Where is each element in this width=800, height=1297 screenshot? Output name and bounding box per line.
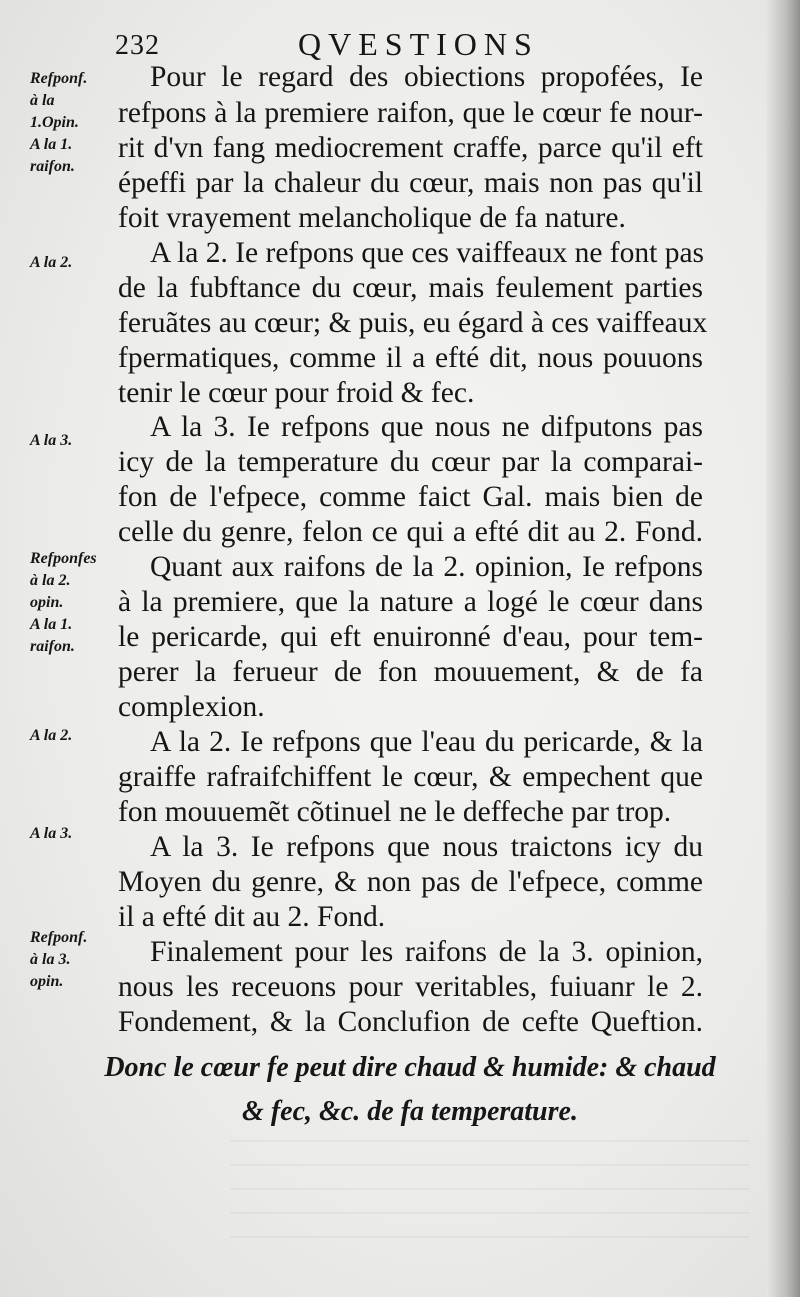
body-line: refpons à la premiere raifon, que le cœur fe nour- bbox=[118, 97, 703, 129]
body-line: perer la ferueur de fon mouuement, & de fa bbox=[118, 656, 703, 688]
body-line: A la 2. Ie refpons que l'eau du pericarde, & la bbox=[150, 726, 703, 758]
margin-note-responses-opinion-2 bbox=[30, 548, 120, 658]
margin-note-line: A la 1. bbox=[30, 616, 73, 633]
margin-note-line: A la 3. bbox=[30, 825, 73, 842]
bleed-through-texture bbox=[230, 1140, 750, 1260]
body-line: A la 2. Ie refpons que ces vaiffeaux ne font pas bbox=[150, 237, 705, 269]
body-line: rit d'vn fang mediocrement craffe, parce qu'il eft bbox=[118, 132, 703, 164]
body-line: le pericarde, qui eft enuironné d'eau, pour tem- bbox=[118, 621, 703, 653]
margin-note-a-la-2 bbox=[30, 252, 120, 274]
body-line: A la 3. Ie refpons que nous ne difputons pas bbox=[150, 411, 703, 443]
body-line: fpermatiques, comme il a efté dit, nous pouuons bbox=[118, 342, 703, 374]
body-line: de la fubftance du cœur, mais feulement parties bbox=[118, 272, 703, 304]
body-line: Fondement, & la Conclufion de cefte Queftion. bbox=[118, 1006, 703, 1038]
body-line: à la premiere, que la nature a logé le cœur dans bbox=[118, 586, 703, 618]
body-line: tenir le cœur pour froid & fec. bbox=[118, 377, 475, 409]
margin-note-line: A la 1. bbox=[30, 136, 73, 153]
margin-note-a-la-3 bbox=[30, 430, 120, 452]
margin-note-line: A la 3. bbox=[30, 432, 73, 449]
body-line: fon mouuemẽt cõtinuel ne le deffeche par trop. bbox=[118, 796, 672, 828]
margin-note-a-la-3-b bbox=[30, 823, 120, 845]
body-line: fon de l'efpece, comme faict Gal. mais bien de bbox=[118, 481, 703, 513]
body-line: épeffi par la chaleur du cœur, mais non pas qu'il bbox=[118, 167, 703, 199]
conclusion-line: Donc le cœur fe peut dire chaud & humide: & chaud bbox=[104, 1052, 716, 1083]
body-line: Quant aux raifons de la 2. opinion, Ie refpons bbox=[150, 551, 703, 583]
margin-note-line: A la 2. bbox=[30, 727, 73, 744]
margin-note-line: A la 2. bbox=[30, 254, 73, 271]
body-line: feruãtes au cœur; & puis, eu égard à ces vaiffeaux bbox=[118, 307, 708, 339]
margin-note-line: 1.Opin. bbox=[30, 114, 79, 131]
margin-note-line: raifon. bbox=[30, 158, 75, 175]
body-line: il a efté dit au 2. Fond. bbox=[118, 901, 386, 933]
margin-note-line: raifon. bbox=[30, 638, 75, 655]
page-number: 232 bbox=[115, 30, 160, 61]
margin-note-line: à la bbox=[30, 92, 55, 109]
body-line: Finalement pour les raifons de la 3. opinion, bbox=[150, 936, 703, 968]
body-line: Moyen du genre, & non pas de l'efpece, comme bbox=[118, 866, 703, 898]
conclusion-italic bbox=[100, 1046, 720, 1134]
body-line: nous les receuons pour veritables, fuiuanr le 2. bbox=[118, 971, 703, 1003]
margin-note-line: Refponf. bbox=[30, 929, 88, 946]
margin-note-line: opin. bbox=[30, 973, 64, 990]
margin-note-a-la-2-b bbox=[30, 725, 120, 747]
body-line: A la 3. Ie refpons que nous traictons icy du bbox=[150, 831, 703, 863]
body-line: complexion. bbox=[118, 691, 265, 723]
margin-note-response-opinion-1 bbox=[30, 68, 120, 178]
margin-note-response-opinion-3 bbox=[30, 927, 120, 993]
margin-note-line: Refponf. bbox=[30, 70, 88, 87]
body-line: celle du genre, felon ce qui a efté dit au 2. Fond. bbox=[118, 516, 703, 548]
body-line: foit vrayement melancholique de fa nature. bbox=[118, 202, 626, 234]
running-head: QVESTIONS bbox=[298, 26, 539, 62]
body-line: Pour le regard des obiections propofées, Ie bbox=[150, 61, 703, 93]
margin-note-line: à la 2. bbox=[30, 572, 71, 589]
margin-note-line: opin. bbox=[30, 594, 64, 611]
margin-note-line: à la 3. bbox=[30, 951, 71, 968]
page-gutter-shadow bbox=[766, 0, 800, 1297]
body-line: icy de la temperature du cœur par la comparai- bbox=[118, 446, 703, 478]
conclusion-line: & fec, &c. de fa temperature. bbox=[242, 1096, 578, 1127]
margin-note-line: Refponfes bbox=[30, 550, 97, 567]
body-line: graiffe rafraifchiffent le cœur, & empechent que bbox=[118, 761, 703, 793]
